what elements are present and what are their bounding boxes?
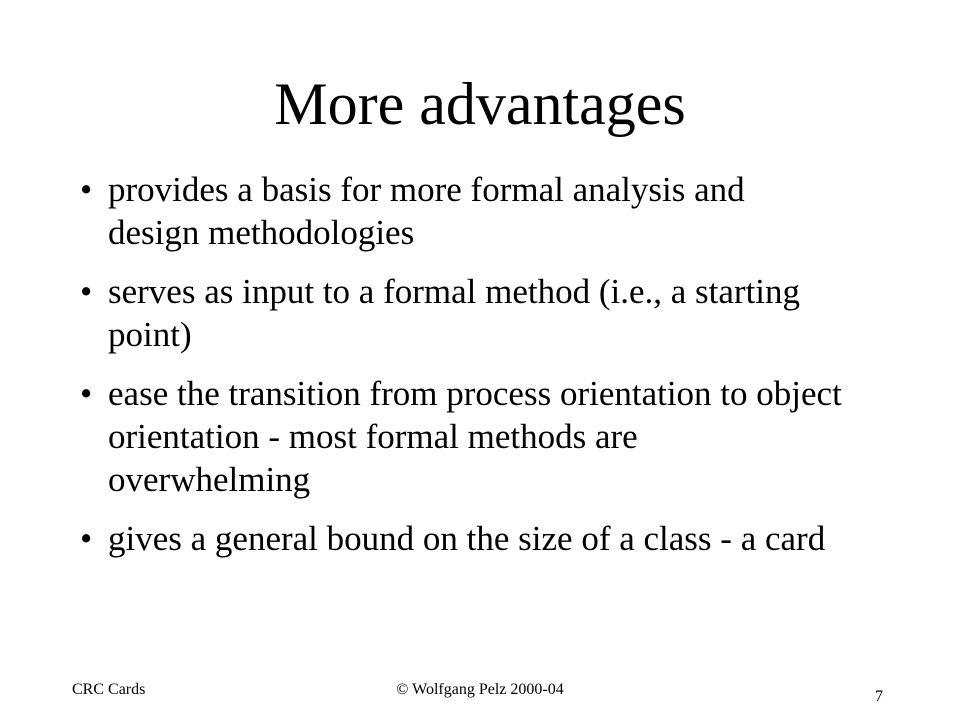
bullet-item — [72, 517, 842, 560]
bullet-item — [72, 168, 842, 254]
footer-copyright: © Wolfgang Pelz 2000-04 — [396, 681, 564, 698]
bullet-dot-icon: • — [80, 519, 93, 558]
bullet-text: provides a basis for more formal analysis and design methodologies — [108, 170, 745, 252]
bullet-text: ease the transition from process orientation to object orientation - most formal methods are overwhelming — [108, 374, 842, 499]
page-number: 7 — [875, 688, 883, 705]
bullet-list — [72, 168, 842, 576]
bullet-text: gives a general bound on the size of a class - a card — [108, 519, 826, 558]
bullet-dot-icon: • — [80, 272, 93, 311]
bullet-item — [72, 372, 842, 501]
bullet-dot-icon: • — [80, 170, 93, 209]
slide-title: More advantages — [274, 71, 686, 137]
footer-course-label: CRC Cards — [72, 681, 146, 698]
bullet-dot-icon: • — [80, 374, 93, 413]
bullet-item — [72, 270, 842, 356]
bullet-text: serves as input to a formal method (i.e., a starting point) — [108, 272, 801, 354]
